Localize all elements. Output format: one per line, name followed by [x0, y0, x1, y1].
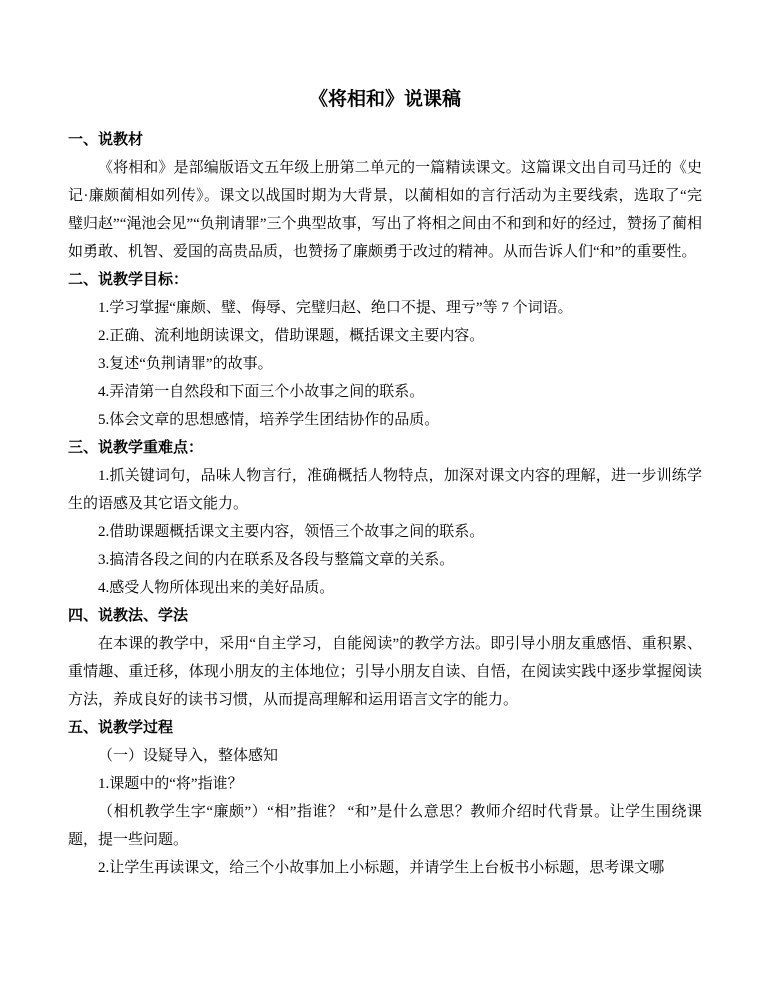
paragraph: （一）设疑导入，整体感知	[98, 748, 279, 764]
section-heading: 二、说教学目标：	[68, 271, 189, 288]
section-jiaoxue-mubiao	[68, 266, 702, 434]
list-item: 1.抓关键词句，品味人物言行，准确概括人物特点，加深对课文内容的理解，进一步训练学生的语感及其它语文能力。	[68, 468, 702, 512]
section-jiaoxue-guocheng	[68, 714, 702, 882]
list-item: 2.正确、流利地朗读课文，借助课题，概括课文主要内容。	[98, 328, 485, 344]
section-shuo-jiaocai	[68, 126, 702, 266]
list-item: 2.借助课题概括课文主要内容，领悟三个故事之间的联系。	[98, 524, 485, 540]
list-item: 1.学习掌握“廉颇、璧、侮辱、完璧归赵、绝口不提、理亏”等 7 个词语。	[98, 300, 573, 316]
section-zhongnandian	[68, 434, 702, 602]
list-item: 3.搞清各段之间的内在联系及各段与整篇文章的关系。	[98, 552, 455, 568]
paragraph: （相机教学生字“廉颇”）“相”指谁？ “和”是什么意思？教师介绍时代背景。让学生围绕课题，提一些问题。	[68, 804, 702, 848]
paragraph: 《将相和》是部编版语文五年级上册第二单元的一篇精读课文。这篇课文出自司马迁的《史记·廉颇蔺相如列传》。课文以战国时期为大背景，以蔺相如的言行活动为主要线索，选取了“完璧归赵”“渑池会见”“负荆请罪”三个典型故事，写出了将相之间由不和到和好的经过，赞扬了蔺相如勇敢、机智、爱国的高贵品质，也赞扬了廉颇勇于改过的精神。从而告诉人们“和”的重要性。	[68, 160, 702, 260]
paragraph: 1.课题中的“将”指谁？	[98, 776, 243, 792]
section-heading: 四、说教法、学法	[68, 607, 189, 624]
paragraph: 2.让学生再读课文，给三个小故事加上小标题，并请学生上台板书小标题，思考课文哪	[98, 860, 665, 876]
section-jiaofa-xuefa	[68, 602, 702, 714]
section-heading: 三、说教学重难点：	[68, 439, 204, 456]
paragraph: 在本课的教学中，采用“自主学习，自能阅读”的教学方法。即引导小朋友重感悟、重积累、重情趣、重迁移，体现小朋友的主体地位；引导小朋友自读、自悟，在阅读实践中逐步掌握阅读方法，养成良好的读书习惯，从而提高理解和运用语言文字的能力。	[68, 636, 702, 708]
page-title: 《将相和》说课稿	[308, 89, 461, 110]
section-heading: 五、说教学过程	[68, 719, 174, 736]
list-item: 3.复述“负荆请罪”的故事。	[98, 356, 273, 372]
list-item: 4.弄清第一自然段和下面三个小故事之间的联系。	[98, 384, 425, 400]
list-item: 4.感受人物所体现出来的美好品质。	[98, 580, 335, 596]
section-heading: 一、说教材	[68, 131, 144, 148]
list-item: 5.体会文章的思想感情，培养学生团结协作的品质。	[98, 412, 440, 428]
